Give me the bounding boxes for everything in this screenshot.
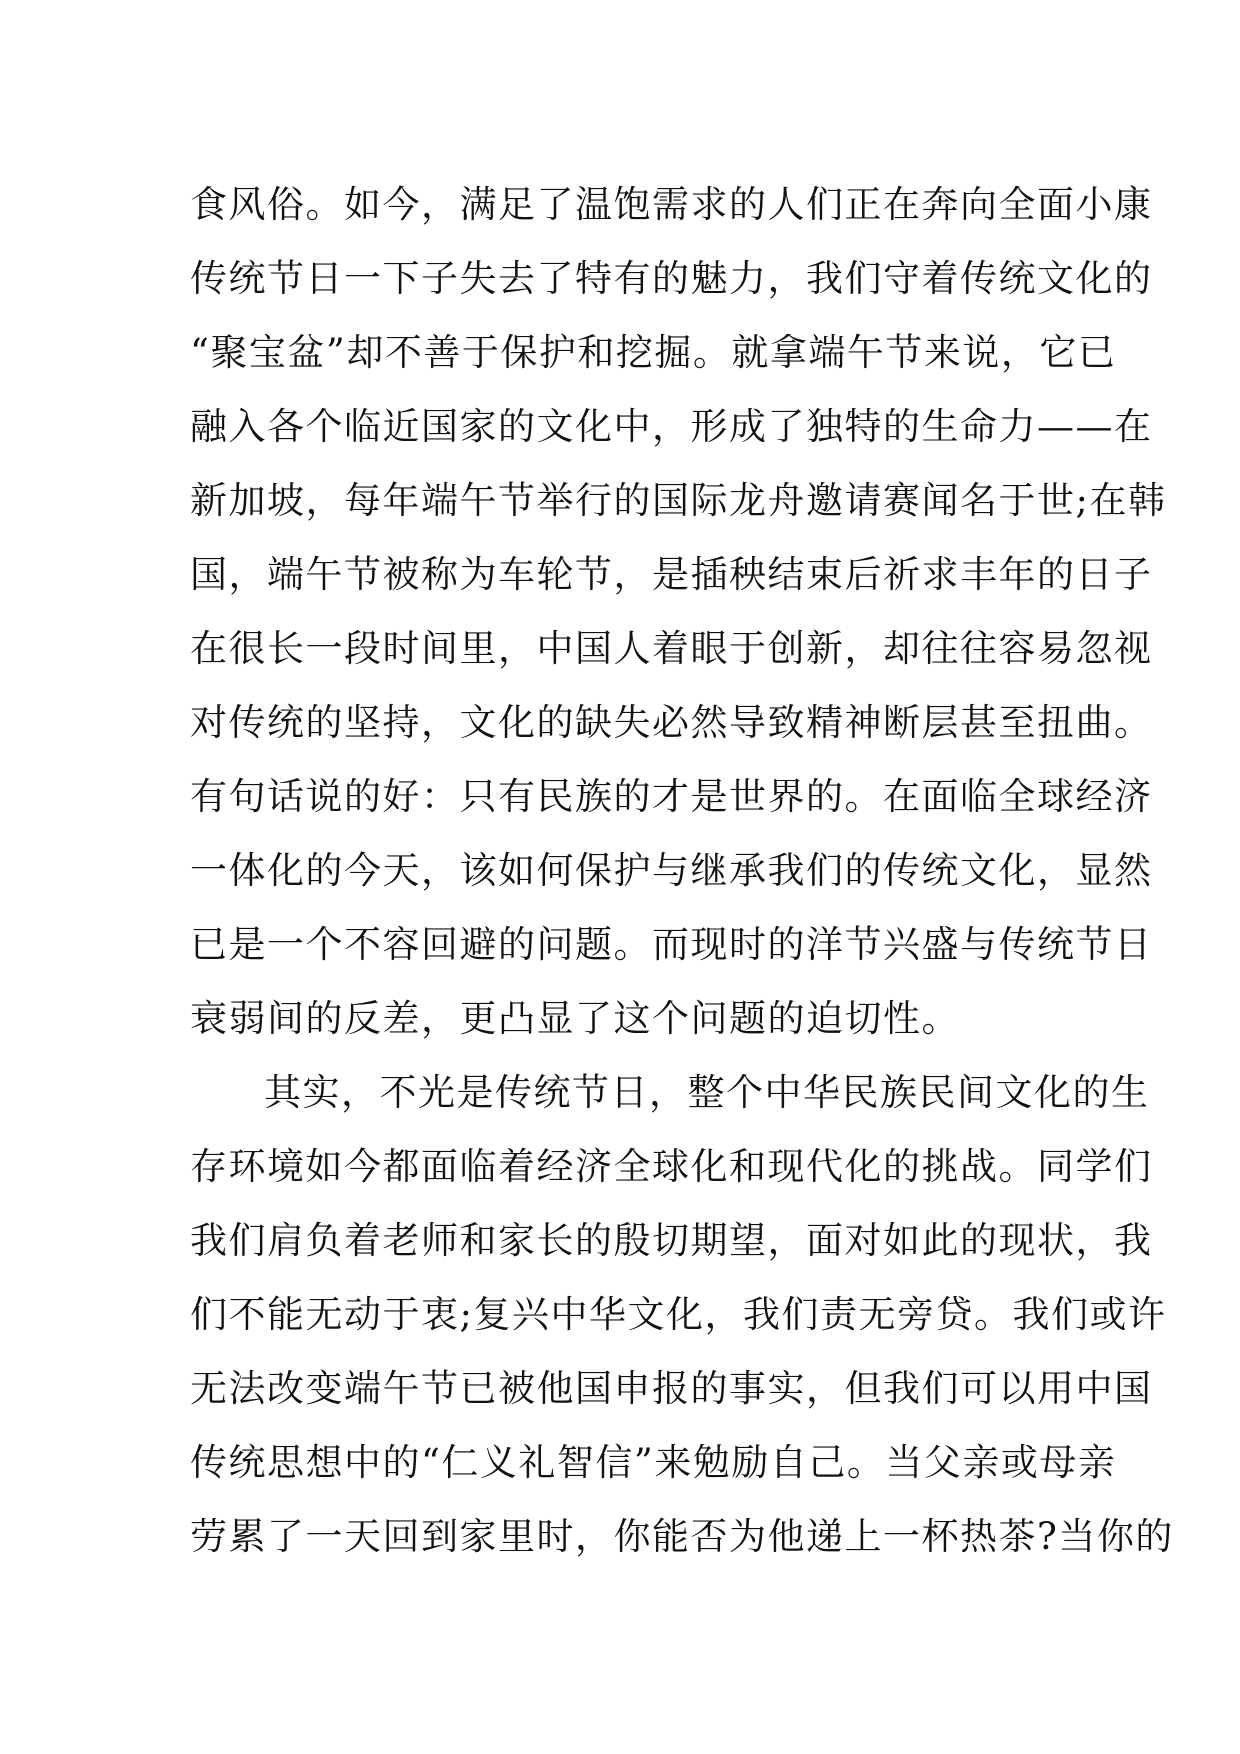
text-line: 已是一个不容回避的问题。而现时的洋节兴盛与传统节日 <box>190 923 1153 966</box>
text-line: 们不能无动于衷;复兴中华文化，我们责无旁贷。我们或许 <box>190 1293 1167 1336</box>
text-line: 衰弱间的反差，更凸显了这个问题的迫切性。 <box>190 997 960 1040</box>
text-line: 新加坡，每年端午节举行的国际龙舟邀请赛闻名于世;在韩 <box>190 479 1167 522</box>
text-line: 在很长一段时间里，中国人着眼于创新，却往往容易忽视 <box>190 627 1153 670</box>
text-line: 有句话说的好：只有民族的才是世界的。在面临全球经济 <box>190 775 1153 818</box>
text-line: 传统思想中的“仁义礼智信”来勉励自己。当父亲或母亲 <box>190 1441 1117 1484</box>
text-line: 我们肩负着老师和家长的殷切期望，面对如此的现状，我 <box>190 1219 1153 1262</box>
text-line: 食风俗。如今，满足了温饱需求的人们正在奔向全面小康 <box>190 183 1153 226</box>
body-text <box>190 168 1174 1574</box>
text-line: 对传统的坚持，文化的缺失必然导致精神断层甚至扭曲。 <box>190 701 1153 744</box>
text-line: 存环境如今都面临着经济全球化和现代化的挑战。同学们 <box>190 1145 1153 1188</box>
text-line: 融入各个临近国家的文化中，形成了独特的生命力——在 <box>190 405 1153 448</box>
paragraph-start-line: 其实，不光是传统节日，整个中华民族民间文化的生 <box>264 1071 1150 1114</box>
text-line: 一体化的今天，该如何保护与继承我们的传统文化，显然 <box>190 849 1153 892</box>
text-line: 国，端午节被称为车轮节，是插秧结束后祈求丰年的日子 <box>190 553 1153 596</box>
text-line: “聚宝盆”却不善于保护和挖掘。就拿端午节来说，它已 <box>190 331 1117 374</box>
text-line: 传统节日一下子失去了特有的魅力，我们守着传统文化的 <box>190 257 1153 300</box>
text-line: 无法改变端午节已被他国申报的事实，但我们可以用中国 <box>190 1367 1153 1410</box>
text-line: 劳累了一天回到家里时，你能否为他递上一杯热茶?当你的 <box>190 1515 1174 1558</box>
